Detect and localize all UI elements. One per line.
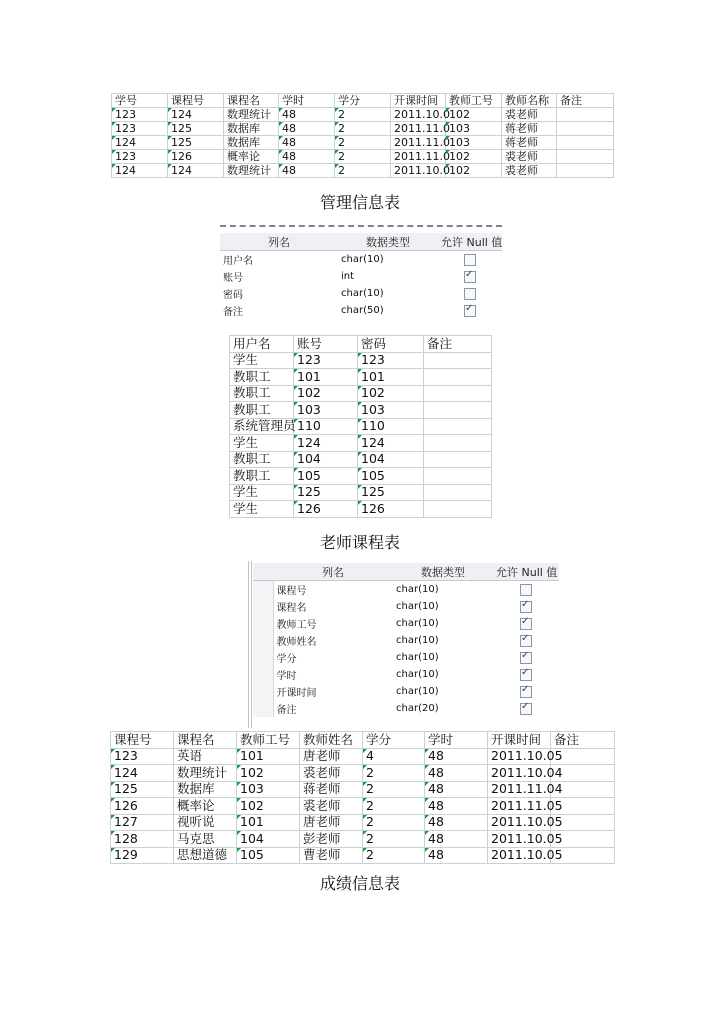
table-cell: 103: [446, 122, 502, 136]
table-cell: 48: [279, 136, 335, 150]
row-selector[interactable]: [253, 632, 273, 649]
table-cell: 2: [363, 814, 425, 831]
table-cell: 数据库: [224, 136, 279, 150]
table-cell: 2: [363, 765, 425, 782]
allow-null-cell: [493, 581, 559, 599]
row-selector[interactable]: [253, 700, 273, 717]
table-cell: 104: [358, 451, 424, 468]
table-cell: 48: [425, 765, 488, 782]
table-row: [111, 798, 615, 815]
table-cell: [557, 122, 614, 136]
table-cell: 124: [358, 435, 424, 452]
table-row: [230, 501, 492, 518]
table-cell: 2: [335, 108, 391, 122]
data-type-cell: char(10): [341, 254, 384, 265]
table-cell: 系统管理员: [230, 418, 294, 435]
allow-null-cell: [438, 302, 502, 319]
row-selector[interactable]: [253, 598, 273, 615]
row-selector[interactable]: [253, 649, 273, 666]
table-cell: 数据库: [224, 122, 279, 136]
table-cell: [424, 402, 492, 419]
table-cell: 126: [111, 798, 174, 815]
allow-null-checkbox[interactable]: [520, 601, 532, 613]
column-header: 课程号: [168, 94, 224, 108]
designer-column-header: 数据类型: [393, 563, 493, 581]
table-cell: 视听说: [174, 814, 237, 831]
data-type-cell: char(10): [396, 584, 439, 595]
table-row: [230, 468, 492, 485]
table-cell: 2: [335, 164, 391, 178]
column-header: 备注: [424, 336, 492, 353]
table-cell: 裘老师: [300, 798, 363, 815]
table-cell: [424, 468, 492, 485]
table-cell: [424, 451, 492, 468]
table-cell: 110: [294, 418, 358, 435]
column-name-cell: 备注: [223, 307, 243, 318]
column-header: 学时: [279, 94, 335, 108]
table-row: [112, 108, 614, 122]
column-header: 教师工号: [446, 94, 502, 108]
table-cell: 102: [446, 164, 502, 178]
management-info-grid: [111, 93, 614, 178]
designer-row[interactable]: [220, 268, 502, 285]
table-cell: 124: [294, 435, 358, 452]
table-cell: 2011.11.0: [391, 122, 446, 136]
allow-null-cell: [493, 700, 559, 717]
table-cell: [424, 435, 492, 452]
users-grid: [229, 335, 492, 518]
allow-null-checkbox[interactable]: [464, 305, 476, 317]
column-header: 教师姓名: [300, 732, 363, 749]
data-type-cell: char(10): [396, 652, 439, 663]
designer-column-header: 允许 Null 值: [438, 233, 502, 251]
table-cell: 教职工: [230, 451, 294, 468]
course-grid: [110, 731, 615, 864]
table-cell: 2: [363, 831, 425, 848]
designer-panel-users: [220, 225, 502, 325]
designer-row[interactable]: [253, 632, 559, 649]
table-cell: 2011.10.04: [488, 765, 551, 782]
table-cell: 2011.11.04: [488, 781, 551, 798]
table-cell: 数理统计: [224, 108, 279, 122]
table-cell: 102: [237, 765, 300, 782]
table-cell: 102: [294, 385, 358, 402]
table-row: [111, 831, 615, 848]
table-cell: [424, 385, 492, 402]
allow-null-checkbox[interactable]: [520, 584, 532, 596]
table-cell: 48: [425, 798, 488, 815]
column-header: 课程名: [174, 732, 237, 749]
table-cell: [424, 418, 492, 435]
table-cell: 2011.11.0: [391, 136, 446, 150]
table-cell: 126: [358, 501, 424, 518]
table-cell: 101: [358, 369, 424, 386]
table-row: [111, 748, 615, 765]
table-cell: 英语: [174, 748, 237, 765]
header-row: [111, 732, 615, 749]
table-cell: 数据库: [174, 781, 237, 798]
table-row: [112, 122, 614, 136]
column-header: 教师名称: [502, 94, 557, 108]
table-cell: 123: [358, 352, 424, 369]
table-cell: [551, 814, 615, 831]
table-cell: 2011.10.05: [488, 847, 551, 864]
table-cell: 2011.10.0: [391, 164, 446, 178]
designer-row[interactable]: [253, 700, 559, 717]
table-cell: [551, 748, 615, 765]
table-cell: 124: [111, 765, 174, 782]
table-cell: 124: [112, 164, 168, 178]
designer-column-header: 允许 Null 值: [493, 563, 559, 581]
table-cell: 2011.10.05: [488, 831, 551, 848]
table-cell: [424, 501, 492, 518]
column-name-cell: 学时: [276, 671, 297, 682]
table-cell: 123: [294, 352, 358, 369]
data-type-cell: char(10): [341, 288, 384, 299]
table-cell: 124: [168, 108, 224, 122]
allow-null-checkbox[interactable]: [520, 703, 532, 715]
designer-row[interactable]: [253, 615, 559, 632]
allow-null-cell: [493, 683, 559, 700]
data-type-cell: char(10): [396, 686, 439, 697]
allow-null-cell: [493, 649, 559, 666]
table-cell: 教职工: [230, 468, 294, 485]
allow-null-cell: [493, 666, 559, 683]
designer-row[interactable]: [220, 302, 502, 319]
table-cell: 裘老师: [502, 150, 557, 164]
table-cell: 105: [237, 847, 300, 864]
table-cell: 2: [363, 798, 425, 815]
table-cell: 48: [279, 108, 335, 122]
table-cell: 2: [335, 150, 391, 164]
table-cell: 123: [111, 748, 174, 765]
table-cell: 学生: [230, 352, 294, 369]
allow-null-checkbox[interactable]: [464, 271, 476, 283]
table-cell: 2011.10.05: [488, 748, 551, 765]
table-cell: 2011.10.05: [488, 814, 551, 831]
table-cell: 48: [425, 831, 488, 848]
allow-null-checkbox[interactable]: [520, 686, 532, 698]
table-cell: 学生: [230, 484, 294, 501]
allow-null-cell: [493, 598, 559, 615]
table-row: [111, 781, 615, 798]
table-cell: 48: [425, 847, 488, 864]
table-cell: 104: [294, 451, 358, 468]
column-header: 开课时间: [488, 732, 551, 749]
allow-null-cell: [438, 268, 502, 285]
row-selector[interactable]: [253, 683, 273, 700]
table-cell: 学生: [230, 501, 294, 518]
table-cell: 2011.10.0: [391, 108, 446, 122]
row-selector-header: [253, 563, 273, 581]
column-name-cell: 教师工号: [276, 620, 317, 631]
table-cell: 103: [294, 402, 358, 419]
allow-null-cell: [493, 632, 559, 649]
table-cell: [557, 136, 614, 150]
header-row: [230, 336, 492, 353]
table-cell: 129: [111, 847, 174, 864]
table-cell: 101: [237, 748, 300, 765]
data-type-cell: char(50): [341, 305, 384, 316]
table-cell: 48: [425, 748, 488, 765]
table-row: [230, 385, 492, 402]
table-cell: 48: [279, 164, 335, 178]
table-cell: 教职工: [230, 402, 294, 419]
column-name-cell: 开课时间: [276, 688, 317, 699]
table-cell: 蒋老师: [502, 122, 557, 136]
table-cell: 124: [112, 136, 168, 150]
table-cell: [557, 108, 614, 122]
table-cell: 104: [237, 831, 300, 848]
data-type-cell: char(10): [396, 601, 439, 612]
table-cell: 2011.11.05: [488, 798, 551, 815]
table-cell: 103: [358, 402, 424, 419]
designer-row[interactable]: [253, 649, 559, 666]
table-cell: 唐老师: [300, 748, 363, 765]
column-name-cell: 课程号: [276, 586, 307, 597]
column-header: 开课时间: [391, 94, 446, 108]
column-name-cell: 教师姓名: [276, 637, 317, 648]
table-cell: 唐老师: [300, 814, 363, 831]
table-cell: [551, 781, 615, 798]
table-cell: [424, 352, 492, 369]
table-cell: 4: [363, 748, 425, 765]
table-cell: 教职工: [230, 369, 294, 386]
table-row: [230, 435, 492, 452]
header-row: [112, 94, 614, 108]
table-cell: 48: [425, 814, 488, 831]
table-row: [111, 765, 615, 782]
table-cell: 102: [446, 108, 502, 122]
designer-header-row: [220, 233, 502, 251]
allow-null-checkbox[interactable]: [464, 288, 476, 300]
table-cell: 126: [168, 150, 224, 164]
column-header: 课程名: [224, 94, 279, 108]
table-cell: 123: [112, 122, 168, 136]
designer-header-row: [253, 563, 559, 581]
table-cell: 裘老师: [502, 108, 557, 122]
table-cell: 2: [335, 122, 391, 136]
table-cell: 48: [279, 122, 335, 136]
table-row: [230, 451, 492, 468]
column-header: 教师工号: [237, 732, 300, 749]
column-header: 课程号: [111, 732, 174, 749]
table-cell: [551, 765, 615, 782]
table-cell: 103: [237, 781, 300, 798]
table-cell: 2: [363, 847, 425, 864]
designer-row[interactable]: [253, 666, 559, 683]
table-cell: 裘老师: [300, 765, 363, 782]
allow-null-checkbox[interactable]: [464, 254, 476, 266]
column-name-cell: 学分: [276, 654, 297, 665]
table-cell: 102: [237, 798, 300, 815]
table-cell: 128: [111, 831, 174, 848]
table-cell: [551, 831, 615, 848]
designer-row[interactable]: [253, 683, 559, 700]
column-name-cell: 密码: [223, 290, 243, 301]
table-cell: 123: [112, 108, 168, 122]
data-type-cell: char(10): [396, 618, 439, 629]
designer-panel-courses: [245, 561, 559, 728]
table-cell: 曹老师: [300, 847, 363, 864]
table-cell: 教职工: [230, 385, 294, 402]
table-cell: 125: [168, 136, 224, 150]
table-cell: 裘老师: [502, 164, 557, 178]
table-cell: 123: [112, 150, 168, 164]
data-type-cell: int: [341, 271, 355, 282]
allow-null-checkbox[interactable]: [520, 669, 532, 681]
table-cell: 125: [358, 484, 424, 501]
table-row: [112, 164, 614, 178]
table-cell: 125: [111, 781, 174, 798]
designer-column-header: 数据类型: [338, 233, 438, 251]
designer-column-header: 列名: [273, 563, 393, 581]
column-name-cell: 账号: [223, 273, 243, 284]
table-cell: 101: [237, 814, 300, 831]
allow-null-checkbox[interactable]: [520, 635, 532, 647]
table-cell: 2011.11.0: [391, 150, 446, 164]
designer-column-header: 列名: [220, 233, 338, 251]
table-cell: 彭老师: [300, 831, 363, 848]
table-row: [230, 418, 492, 435]
table-cell: [551, 847, 615, 864]
table-row: [230, 402, 492, 419]
table-row: [230, 369, 492, 386]
row-selector[interactable]: [253, 581, 273, 599]
allow-null-cell: [493, 615, 559, 632]
table-cell: 110: [358, 418, 424, 435]
table-cell: 48: [425, 781, 488, 798]
table-cell: 2: [363, 781, 425, 798]
table-cell: 103: [446, 136, 502, 150]
table-cell: 125: [168, 122, 224, 136]
table-cell: 48: [279, 150, 335, 164]
table-row: [112, 150, 614, 164]
row-selector[interactable]: [253, 615, 273, 632]
caption-management-info: 管理信息表: [319, 193, 400, 212]
table-cell: 125: [294, 484, 358, 501]
table-cell: 102: [446, 150, 502, 164]
table-cell: 思想道德: [174, 847, 237, 864]
table-cell: 数理统计: [224, 164, 279, 178]
table-row: [230, 352, 492, 369]
allow-null-cell: [438, 285, 502, 302]
column-header: 账号: [294, 336, 358, 353]
column-name-cell: 备注: [276, 705, 297, 716]
table-cell: 概率论: [224, 150, 279, 164]
table-cell: 124: [168, 164, 224, 178]
table-cell: 102: [358, 385, 424, 402]
allow-null-checkbox[interactable]: [520, 618, 532, 630]
table-cell: 105: [358, 468, 424, 485]
column-header: 学分: [335, 94, 391, 108]
table-cell: 数理统计: [174, 765, 237, 782]
table-row: [112, 136, 614, 150]
table-row: [230, 484, 492, 501]
table-cell: 蒋老师: [300, 781, 363, 798]
column-name-cell: 课程名: [276, 603, 307, 614]
column-header: 备注: [557, 94, 614, 108]
table-cell: 学生: [230, 435, 294, 452]
table-cell: [424, 484, 492, 501]
data-type-cell: char(20): [396, 703, 439, 714]
column-name-cell: 用户名: [223, 256, 253, 267]
allow-null-checkbox[interactable]: [520, 652, 532, 664]
table-cell: 蒋老师: [502, 136, 557, 150]
table-row: [111, 847, 615, 864]
table-cell: [424, 369, 492, 386]
designer-row[interactable]: [220, 251, 502, 269]
data-type-cell: char(10): [396, 669, 439, 680]
table-cell: 101: [294, 369, 358, 386]
table-cell: 127: [111, 814, 174, 831]
column-header: 用户名: [230, 336, 294, 353]
data-type-cell: char(10): [396, 635, 439, 646]
column-header: 学分: [363, 732, 425, 749]
table-row: [111, 814, 615, 831]
table-cell: [557, 164, 614, 178]
table-cell: 126: [294, 501, 358, 518]
caption-grade-info: 成绩信息表: [319, 874, 400, 893]
column-header: 学时: [425, 732, 488, 749]
table-cell: 105: [294, 468, 358, 485]
table-cell: [557, 150, 614, 164]
caption-teacher-course: 老师课程表: [319, 533, 400, 552]
row-selector[interactable]: [253, 666, 273, 683]
column-header: 学号: [112, 94, 168, 108]
designer-row[interactable]: [253, 581, 559, 599]
column-header: 备注: [551, 732, 615, 749]
table-cell: 马克思: [174, 831, 237, 848]
allow-null-cell: [438, 251, 502, 269]
table-cell: 2: [335, 136, 391, 150]
table-cell: [551, 798, 615, 815]
column-header: 密码: [358, 336, 424, 353]
designer-row[interactable]: [253, 598, 559, 615]
designer-row[interactable]: [220, 285, 502, 302]
table-cell: 概率论: [174, 798, 237, 815]
